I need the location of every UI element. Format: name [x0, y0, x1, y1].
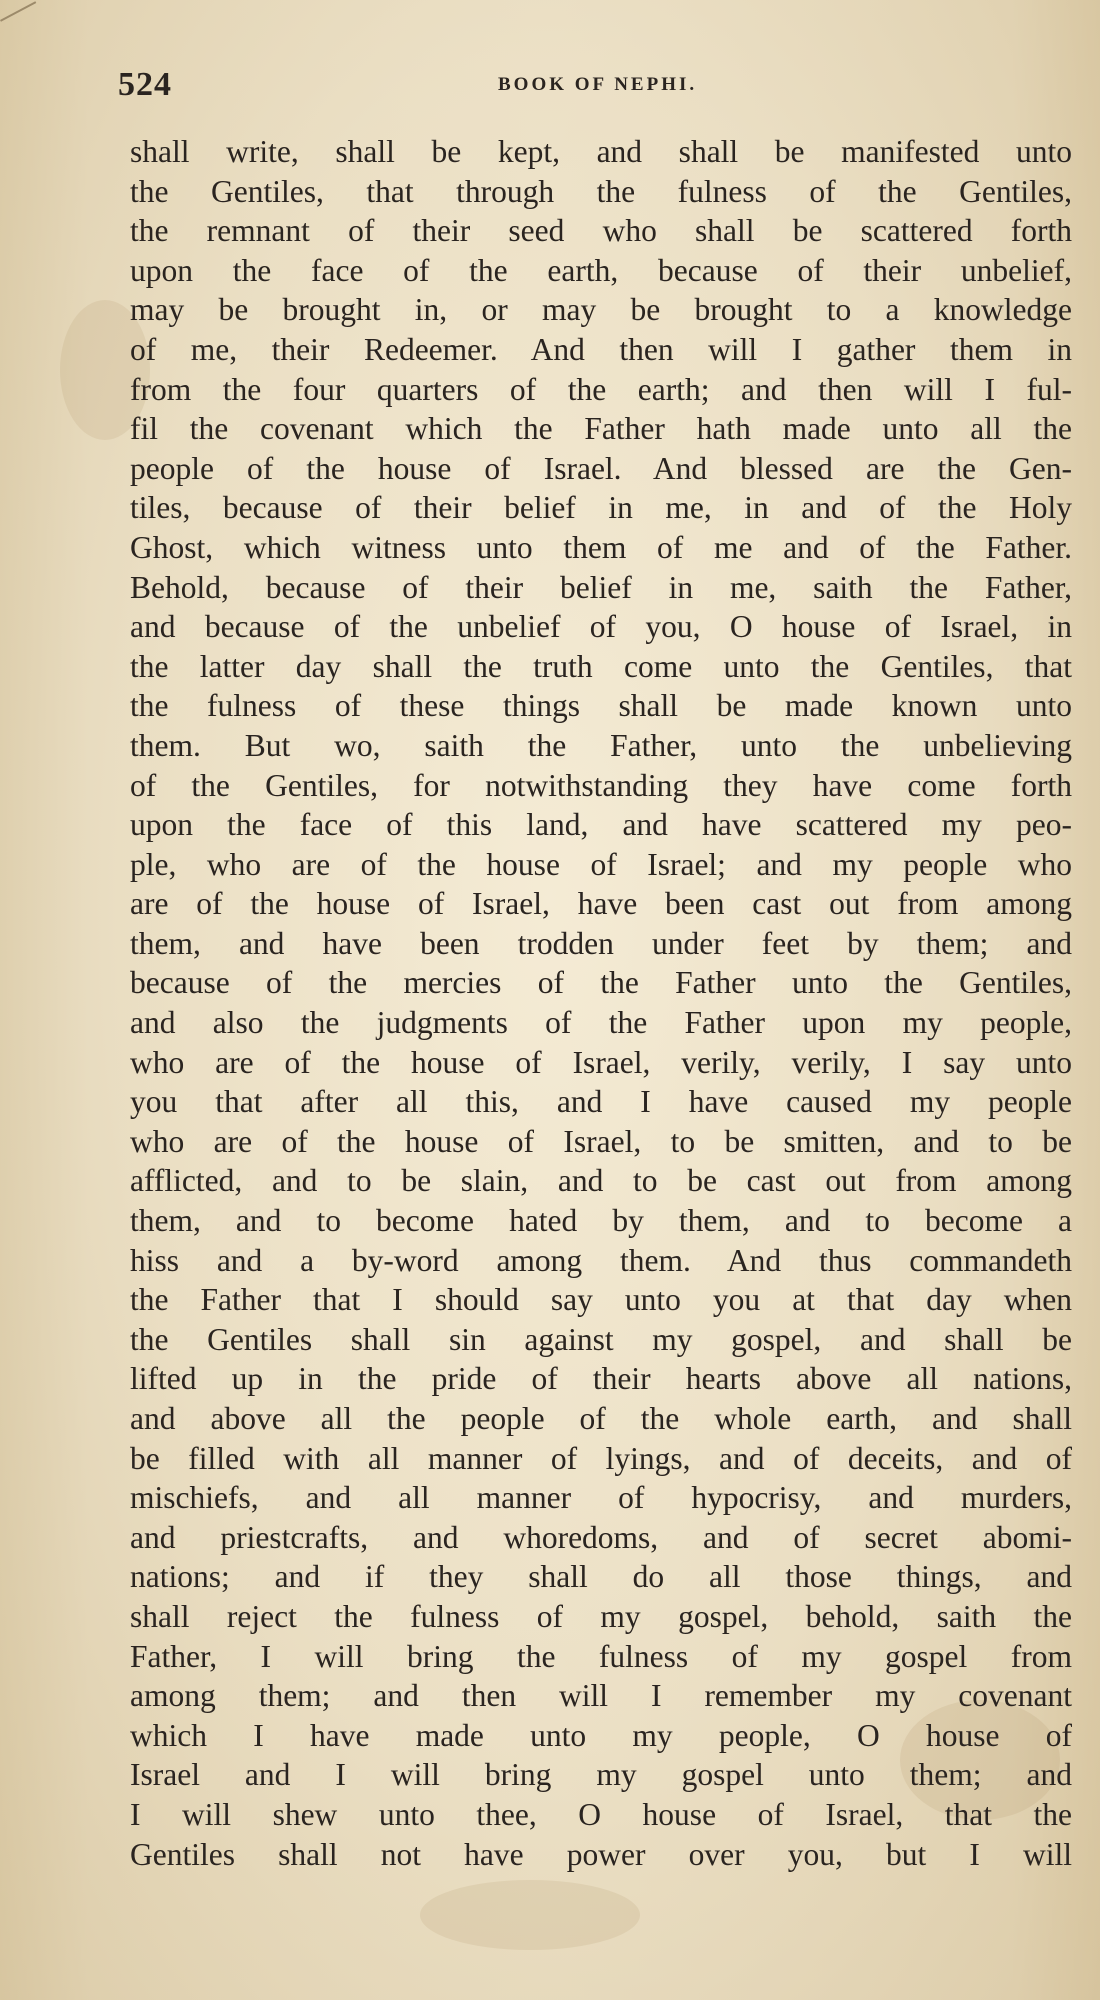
text-line: fil the covenant which the Father hath made unto all the [130, 411, 1072, 447]
text-line: and also the judgments of the Father upon my people, [130, 1005, 1072, 1041]
text-line: shall reject the fulness of my gospel, behold, saith the [130, 1598, 1072, 1634]
text-line: I will shew unto thee, O house of Israel, that the [130, 1796, 1072, 1832]
text-line: of the Gentiles, for notwithstanding they have come forth [130, 767, 1072, 803]
running-head: BOOK OF NEPHI. [498, 74, 698, 95]
text-line: from the four quarters of the earth; and then will I ful- [130, 371, 1072, 407]
text-line: them. But wo, saith the Father, unto the unbelieving [130, 727, 1072, 763]
page-header [118, 60, 1070, 112]
text-line: who are of the house of Israel, verily, verily, I say unto [130, 1044, 1072, 1080]
text-line: and above all the people of the whole earth, and shall [130, 1401, 1072, 1436]
text-line: the Gentiles, that through the fulness of the Gentiles, [130, 173, 1072, 209]
page-corner-mark [0, 1, 36, 22]
text-line: mischiefs, and all manner of hypocrisy, and murders, [130, 1480, 1072, 1516]
text-line: them, and to become hated by them, and to become a [130, 1203, 1072, 1239]
text-line: be filled with all manner of lyings, and of deceits, and of [130, 1440, 1072, 1476]
text-line: Father, I will bring the fulness of my gospel from [130, 1638, 1072, 1674]
text-line: the fulness of these things shall be made known unto [130, 688, 1072, 724]
text-line: of me, their Redeemer. And then will I gather them in [130, 331, 1072, 367]
text-line: nations; and if they shall do all those things, and [130, 1559, 1072, 1595]
text-line: the latter day shall the truth come unto the Gentiles, that [130, 648, 1072, 684]
text-line: are of the house of Israel, have been cast out from among [130, 886, 1072, 922]
text-line: hiss and a by-word among them. And thus commandeth [130, 1242, 1072, 1278]
text-line: Ghost, which witness unto them of me and of the Father. [130, 529, 1072, 565]
text-line: may be brought in, or may be brought to a knowledge [130, 292, 1072, 328]
text-line: upon the face of this land, and have scattered my peo- [130, 807, 1072, 843]
text-line: because of the mercies of the Father unto the Gentiles, [130, 965, 1072, 1001]
text-line: who are of the house of Israel, to be smitten, and to be [130, 1123, 1072, 1159]
text-line: upon the face of the earth, because of their unbelief, [130, 252, 1072, 288]
paper-stain [420, 1880, 640, 1950]
text-line: afflicted, and to be slain, and to be cast out from among [130, 1163, 1072, 1199]
text-line: which I have made unto my people, O house of [130, 1717, 1072, 1753]
page-number: 524 [118, 66, 172, 103]
text-line: Behold, because of their belief in me, saith the Father, [130, 569, 1072, 605]
text-line: them, and have been trodden under feet by them; and [130, 925, 1072, 961]
text-line: Israel and I will bring my gospel unto them; and [130, 1757, 1072, 1793]
text-line: and priestcrafts, and whoredoms, and of secret abomi- [130, 1519, 1072, 1555]
text-line: among them; and then will I remember my covenant [130, 1678, 1072, 1714]
text-line: the Gentiles shall sin against my gospel, and shall be [130, 1321, 1072, 1357]
text-line: the Father that I should say unto you at that day when [130, 1282, 1072, 1318]
text-line: shall write, shall be kept, and shall be manifested unto [130, 134, 1072, 169]
text-line: tiles, because of their belief in me, in and of the Holy [130, 490, 1072, 526]
text-line: and because of the unbelief of you, O house of Israel, in [130, 609, 1072, 645]
body-text [130, 132, 1072, 1874]
text-line: lifted up in the pride of their hearts above all nations, [130, 1361, 1072, 1397]
text-line: you that after all this, and I have caused my people [130, 1084, 1072, 1120]
text-line: people of the house of Israel. And blessed are the Gen- [130, 450, 1072, 486]
text-line: ple, who are of the house of Israel; and my people who [130, 846, 1072, 882]
text-line: Gentiles shall not have power over you, but I will [130, 1836, 1072, 1872]
text-line: the remnant of their seed who shall be scattered forth [130, 213, 1072, 249]
